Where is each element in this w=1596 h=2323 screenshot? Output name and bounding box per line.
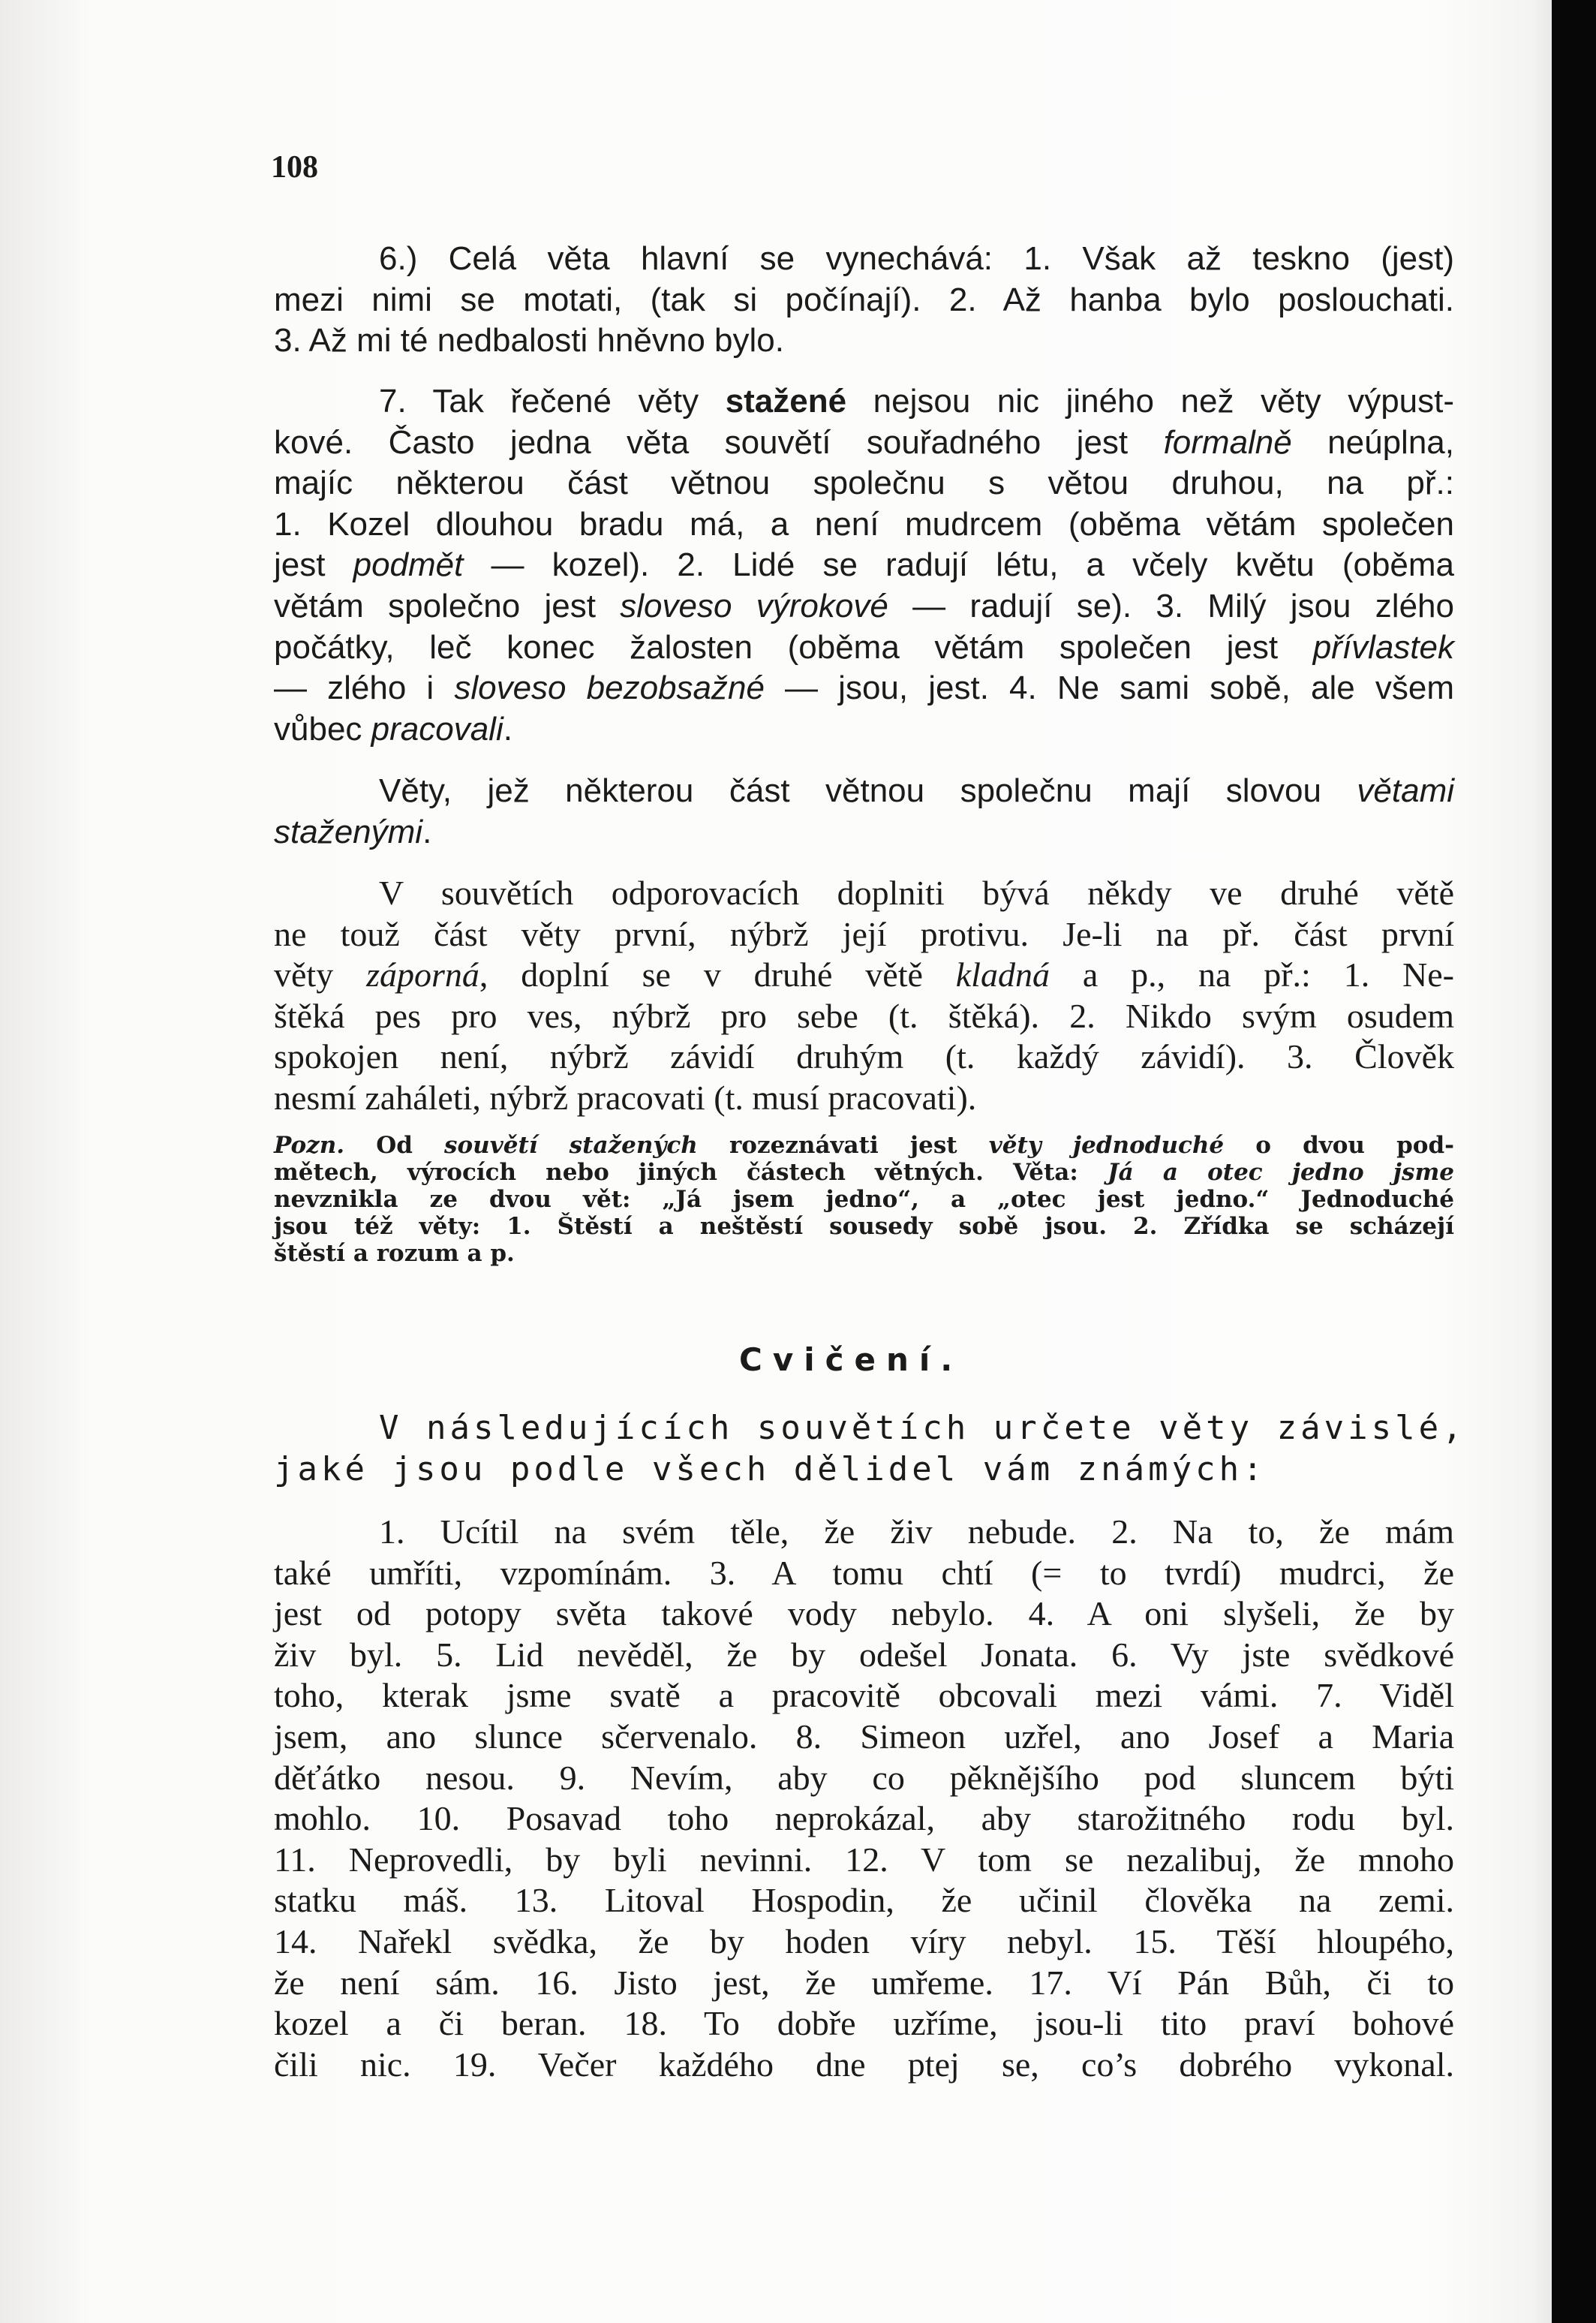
text-line: V následujících souvětích určete věty závislé, <box>379 1409 1466 1447</box>
text-line: vůbec pracovali. <box>274 710 512 748</box>
text-line: — zlého i sloveso bezobsažné — jsou, jest. 4. Ne sami sobě, ale všem <box>274 670 1454 707</box>
text-line: jest od potopy světa takové vody nebylo. 4. A oni slyšeli, že by <box>274 1594 1454 1633</box>
text-line: nesmí zaháleti, nýbrž pracovati (t. musí pracovati). <box>274 1078 977 1117</box>
text-line: 14. Nařekl svědka, že by hoden víry nebyl. 15. Těší hloupého, <box>274 1921 1454 1960</box>
text-line: děťátko nesou. 9. Nevím, aby co pěknějšího pod sluncem býti <box>274 1758 1454 1797</box>
text-line: ne touž část věty první, nýbrž její protivu. Je-li na př. část první <box>274 914 1454 953</box>
text-line: 11. Neprovedli, by byli nevinni. 12. V tom se nezalibuj, že mnoho <box>274 1840 1454 1879</box>
section-7-paragraph <box>274 381 1454 750</box>
exercise-heading: Cvičení. <box>739 1341 963 1378</box>
exercise-sentences <box>274 1512 1454 2085</box>
text-line: kové. Často jedna věta souvětí souřadného jest formalně neúplna, <box>274 423 1454 461</box>
text-line: počátky, leč konec žalosten (oběma větám společen jest přívlastek <box>274 628 1454 666</box>
text-line: Věty, jež některou část větnou společnu mají slovou větami <box>379 772 1454 809</box>
text-line: Pozn. Od souvětí stažených rozeznávati jest věty jednoduché o dvou pod- <box>274 1132 1455 1159</box>
text-line: V souvětích odporovacích doplniti bývá někdy ve druhé větě <box>379 874 1454 912</box>
text-line: mezi nimi se motati, (tak si počínají). 2. Až hanba bylo poslouchati. <box>274 281 1454 318</box>
text-line: spokojen není, nýbrž závidí druhým (t. každý závidí). 3. Člověk <box>274 1037 1454 1076</box>
text-line: 7. Tak řečené věty stažené nejsou nic jiného než věty výpust- <box>379 383 1455 420</box>
text-line: jsem, ano slunce sčervenalo. 8. Simeon uzřel, ano Josef a Maria <box>274 1717 1454 1756</box>
contrast-paragraph <box>274 873 1454 1119</box>
text-line: jaké jsou podle všech dělidel vám známých: <box>274 1449 1267 1488</box>
footnote-remark <box>274 1132 1454 1267</box>
text-line: 3. Až mi té nedbalosti hněvno bylo. <box>274 322 784 360</box>
text-line: 1. Kozel dlouhou bradu má, a není mudrcem (oběma větám společen <box>274 505 1454 543</box>
text-line: čili nic. 19. Večer každého dne ptej se, co’s dobrého vykonal. <box>274 2045 1454 2084</box>
text-line: štěstí a rozum a p. <box>274 1240 515 1267</box>
definition-paragraph <box>274 771 1454 853</box>
page-number: 108 <box>271 150 318 185</box>
text-line: štěká pes pro ves, nýbrž pro sebe (t. štěká). 2. Nikdo svým osudem <box>274 996 1454 1035</box>
text-line: také umříti, vzpomínám. 3. A tomu chtí (= to tvrdí) mudrci, že <box>274 1553 1454 1592</box>
text-line: 1. Ucítil na svém těle, že živ nebude. 2. Na to, že mám <box>379 1512 1454 1551</box>
text-line: že není sám. 16. Jisto jest, že umřeme. 17. Ví Pán Bůh, či to <box>274 1963 1454 2002</box>
text-line: staženými. <box>274 813 432 850</box>
section-6-paragraph <box>274 239 1454 362</box>
text-line: větám společno jest sloveso výrokové — radují se). 3. Milý jsou zlého <box>274 587 1454 624</box>
text-line: nevznikla ze dvou vět: „Já jsem jedno“, a „otec jest jedno.“ Jednoduché <box>274 1186 1454 1213</box>
text-line: jest podmět — kozel). 2. Lidé se radují létu, a včely květu (oběma <box>274 546 1455 584</box>
text-line: věty záporná, doplní se v druhé větě kladná a p., na př.: 1. Ne- <box>274 955 1455 994</box>
text-line: 6.) Celá věta hlavní se vynechává: 1. Však až teskno (jest) <box>379 240 1454 277</box>
text-line: toho, kterak jsme svatě a pracovitě obcovali mezi vámi. 7. Viděl <box>274 1676 1454 1715</box>
text-line: živ byl. 5. Lid nevěděl, že by odešel Jonata. 6. Vy jste svědkové <box>274 1635 1454 1674</box>
text-line: mětech, výrocích nebo jiných částech větných. Věta: Já a otec jedno jsme <box>274 1159 1454 1186</box>
text-line: jsou též věty: 1. Štěstí a neštěstí sousedy sobě jsou. 2. Zřídka se scházejí <box>274 1213 1454 1240</box>
text-line: kozel a či beran. 18. To dobře uzříme, jsou-li tito praví bohové <box>274 2004 1454 2043</box>
text-line: majíc některou část větnou společnu s větou druhou, na př.: <box>274 465 1454 502</box>
scan-border <box>1552 0 1596 2323</box>
text-line: statku máš. 13. Litoval Hospodin, že učinil člověka na zemi. <box>274 1881 1454 1920</box>
text-line: mohlo. 10. Posavad toho neprokázal, aby starožitného rodu byl. <box>274 1799 1454 1838</box>
exercise-intro <box>274 1408 1466 1490</box>
